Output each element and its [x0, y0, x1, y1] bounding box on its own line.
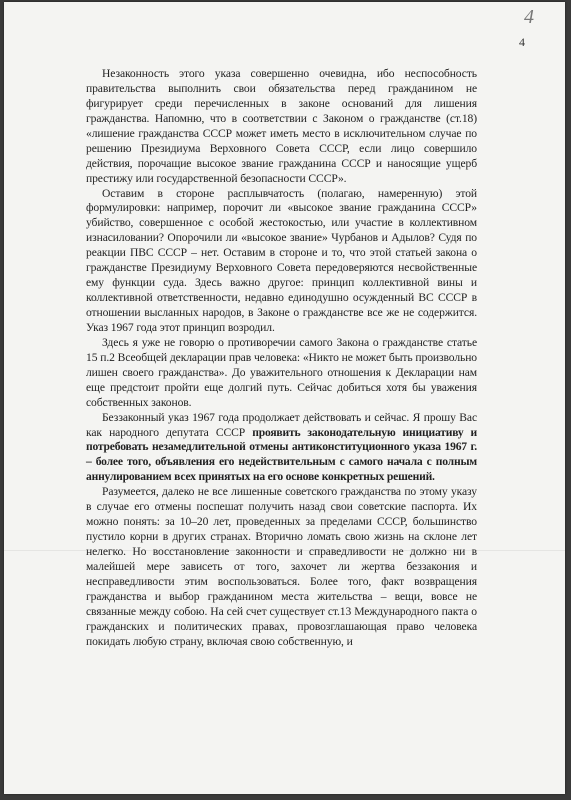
- printed-page-number: 4: [519, 35, 525, 49]
- document-page: [4, 2, 565, 794]
- text-run: Незаконность этого указа совершенно очевидна, ибо неспособность правительства выполнить свои обязательства перед гражданином не фигурирует среди перечисленных в законе оснований для лишения гражданства. Напомню, что в соответствии с Законом о гражданстве (ст.18) «лишение гражданства СССР может иметь место в исключительном случае по решению Президиума Верховного Совета СССР, если лицо совершило действия, порочащие высокое звание гражданина СССР и наносящие ущерб престижу или государственной безопасности СССР».: [86, 67, 477, 185]
- text-run: Беззаконный указ 1967 года продолжает действовать и сейчас. Я прошу Вас как народного депутата СССР: [86, 410, 477, 439]
- text-run: Разумеется, далеко не все лишенные советского гражданства по этому указу в случае его отмены поспешат получить назад свои советские паспорта. Их можно понять: за 10–20 лет, проведенных за пределами СССР, большинство пустило корни в других странах. Вторично ломать свою жизнь на склоне лет нелегко. Но восстановление законности и справедливости не должно ни в малейшей мере зависеть от того, захочет ли жертва беззакония и несправедливости этим воспользоваться. Более того, факт возвращения гражданства и выбор гражданином места жительства – вещи, вовсе не связанные между собою. На сей счет существует ст.13 Международного пакта о гражданских и политических правах, провозглашающая право человека покидать любую страну, включая свою собственную, и: [86, 485, 477, 648]
- body-text: [86, 67, 477, 650]
- paragraph: [86, 411, 477, 486]
- paragraph: [86, 336, 477, 411]
- paragraph: [86, 67, 477, 187]
- text-run: Оставим в стороне расплывчатость (полагаю, намеренную) этой формулировки: например, порочит ли «высокое звание гражданина СССР» убийство, совершенное с особой жестокостью, или участие в коллективном изнасиловании? Опорочили ли «высокое звание» Чурбанов и Адылов? Судя по реакции ПВС СССР – нет. Оставим в стороне и то, что этой статьей закона о гражданстве Президиуму Верховного Совета передоверяются несвойственные ему функции суда. Здесь важно другое: принцип коллективной вины и коллективной ответственности, недавно единодушно осужденный ВС СССР в отношении высланных народов, в Законе о гражданстве все же не содержится. Указ 1967 года этот принцип возродил.: [86, 186, 477, 334]
- paragraph: [86, 485, 477, 649]
- bold-text-run: проявить законодательную инициативу и потребовать незамедлительной отмены антиконституционного указа 1967 г. – более того, объявления его недействительным с самого начала с полным аннулированием всех принятых на его основе конкретных решений.: [86, 425, 478, 484]
- handwritten-page-number: 4: [524, 6, 534, 28]
- text-run: Здесь я уже не говорю о противоречии самого Закона о гражданстве статье 15 п.2 Всеобщей декларации прав человека: «Никто не может быть произвольно лишен своего гражданства». До уважительного отношения к Декларации нам еще предстоит пройти еще долгий путь. Сейчас добиться хотя бы уважения собственных законов.: [86, 335, 477, 409]
- paragraph: [86, 187, 477, 336]
